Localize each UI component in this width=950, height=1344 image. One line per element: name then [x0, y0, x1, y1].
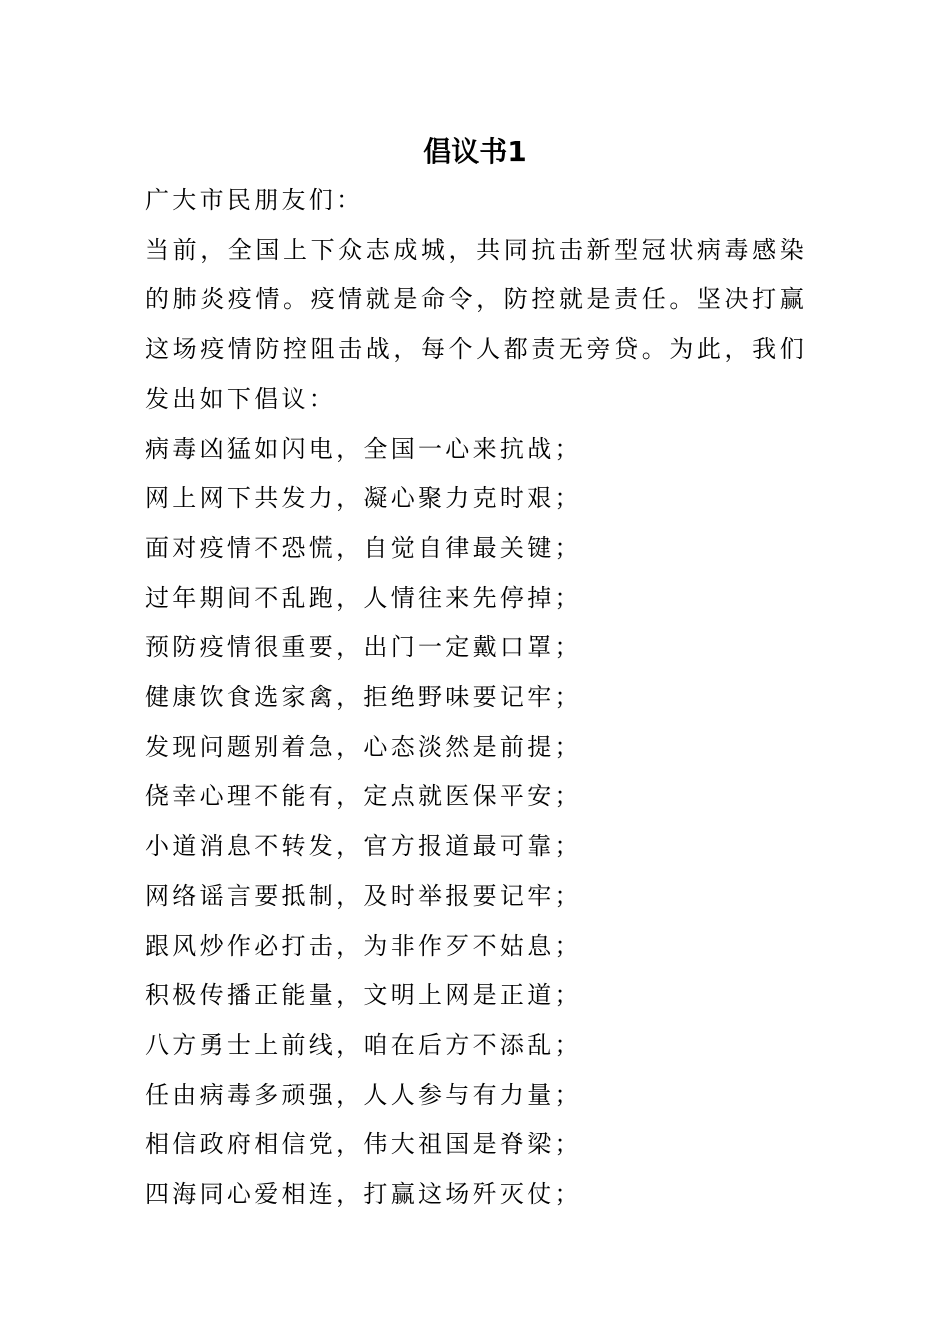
verse-line: 网络谣言要抵制，及时举报要记牢；	[145, 881, 582, 910]
verse-line: 跟风炒作必打击，为非作歹不姑息；	[145, 931, 582, 960]
verse-line: 八方勇士上前线，咱在后方不添乱；	[145, 1030, 582, 1059]
verse-line: 相信政府相信党，伟大祖国是脊梁；	[145, 1130, 582, 1159]
verse-line: 积极传播正能量，文明上网是正道；	[145, 981, 582, 1010]
verse-line: 预防疫情很重要，出门一定戴口罩；	[145, 633, 582, 662]
document-body	[145, 176, 807, 1220]
verse-line: 侥幸心理不能有，定点就医保平安；	[145, 782, 582, 811]
document-title: 倡议书1	[423, 135, 527, 168]
verse-line: 四海同心爱相连，打赢这场歼灭仗；	[145, 1180, 582, 1209]
verse-line: 面对疫情不恐慌，自觉自律最关键；	[145, 533, 582, 562]
verse-line: 任由病毒多顽强，人人参与有力量；	[145, 1080, 582, 1109]
verse-line: 网上网下共发力，凝心聚力克时艰；	[145, 484, 582, 513]
verse-line: 过年期间不乱跑，人情往来先停掉；	[145, 583, 582, 612]
verse-line: 病毒凶猛如闪电，全国一心来抗战；	[145, 434, 582, 463]
verse-line: 发现问题别着急，心态淡然是前提；	[145, 732, 582, 761]
verse-line: 小道消息不转发，官方报道最可靠；	[145, 832, 582, 861]
verse-line: 健康饮食选家禽，拒绝野味要记牢；	[145, 683, 582, 712]
intro-paragraph: 当前，全国上下众志成城，共同抗击新型冠状病毒感染的肺炎疫情。疫情就是命令，防控就是责任。坚决打赢这场疫情防控阻击战，每个人都责无旁贷。为此，我们发出如下倡议：	[145, 235, 807, 413]
salutation: 广大市民朋友们：	[145, 186, 364, 214]
